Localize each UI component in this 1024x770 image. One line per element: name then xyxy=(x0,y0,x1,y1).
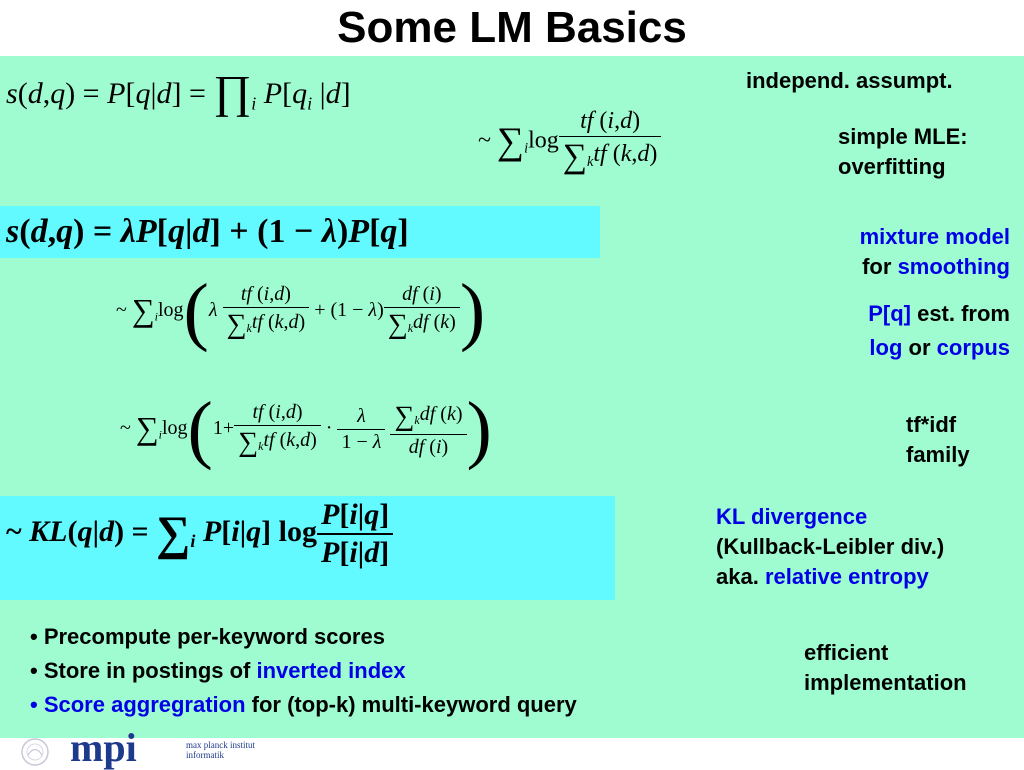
bullet-highlight: inverted index xyxy=(256,658,406,683)
note-smoothing: smoothing xyxy=(897,254,1010,279)
note-pq-line2 xyxy=(790,331,1010,365)
bullet-highlight: Score aggregration xyxy=(43,692,246,717)
bullet-aggregation xyxy=(30,688,577,722)
note-relative-entropy: relative entropy xyxy=(764,564,929,589)
note-kl-full: (Kullback-Leibler div.) xyxy=(716,534,945,559)
equation-tfidf: ~ $\sum_i\log(1+$ $\frac{tf (i,d)}{\sum_ktf (k,d)}$ · $\frac{\lambda}{1 - \lambda}$ $\frac{\sum_kdf (k)}{df (i)}$ ) xyxy=(120,387,492,471)
note-kl-aka: aka. xyxy=(716,564,759,589)
equation-log-mle: ~ $\sum_i\log$ $\frac{tf (i,d)}{\sum_ktf (k,d)}$ xyxy=(478,108,661,176)
note-kl-divergence: KL divergence xyxy=(716,504,868,529)
note-kl xyxy=(716,502,944,592)
equation-log-mixture: ~ $\sum_i\log(\lambda$ $\frac{tf (i,d)}{\sum_ktf (k,d)}$ + (1 − λ) $\frac{df (i)}{\sum_kdf (k)}$ ) xyxy=(116,269,486,353)
equation-mixture: s(d,q) = λP[q|d] + (1 − λ)P[q] xyxy=(6,213,409,250)
institute-name xyxy=(186,740,255,760)
note-tfidf xyxy=(906,410,970,470)
note-pq-line1 xyxy=(790,297,1010,331)
note-pq-log: log xyxy=(869,335,903,360)
institute-seal-icon xyxy=(12,738,58,768)
note-mixture-line2 xyxy=(790,252,1010,282)
note-mixture-model: mixture model xyxy=(859,224,1010,249)
note-pq-corpus: corpus xyxy=(936,335,1010,360)
equation-kl: ~ $KL(q|d) = \sum_i$ P[i|q] log $\frac{P[i|q]}{P[i|d]}$ xyxy=(6,498,393,570)
institute-line1: max planck institut xyxy=(186,740,255,750)
note-mle-line1: simple MLE: xyxy=(838,124,968,149)
bullet-postings xyxy=(30,654,577,688)
note-tfidf-line2: family xyxy=(906,442,970,467)
slide-title: Some LM Basics xyxy=(337,3,687,52)
note-efficient-line2: implementation xyxy=(804,670,967,695)
bullet-list xyxy=(30,620,577,722)
bullet-text: • Precompute per-keyword scores xyxy=(30,624,385,649)
note-mixture xyxy=(790,222,1010,282)
bullet-text: for (top-k) multi-keyword query xyxy=(245,692,577,717)
note-pq: P[q] xyxy=(868,301,911,326)
note-efficient-line1: efficient xyxy=(804,640,889,665)
equation-query-likelihood: $s(d,q) = P[q|d] = \prod_i$ $P[q_i$ |d] xyxy=(6,66,351,117)
note-mle-line2: overfitting xyxy=(838,154,946,179)
footer xyxy=(0,725,1024,770)
note-mle xyxy=(838,122,968,182)
bullet-precompute xyxy=(30,620,577,654)
institute-line2: informatik xyxy=(186,750,224,760)
note-mixture-for: for xyxy=(862,254,892,279)
note-independence: independ. assumpt. xyxy=(746,68,953,93)
note-efficient xyxy=(804,638,967,698)
bullet-text: • Store in postings of xyxy=(30,658,257,683)
note-tfidf-line1: tf*idf xyxy=(906,412,957,437)
note-pq-estimate xyxy=(790,297,1010,365)
note-kl-aka-line xyxy=(716,562,944,592)
bullet-marker: • xyxy=(30,692,44,717)
mpi-logo: mpi xyxy=(70,725,137,770)
note-pq-est: est. from xyxy=(917,301,1010,326)
note-pq-or: or xyxy=(908,335,931,360)
